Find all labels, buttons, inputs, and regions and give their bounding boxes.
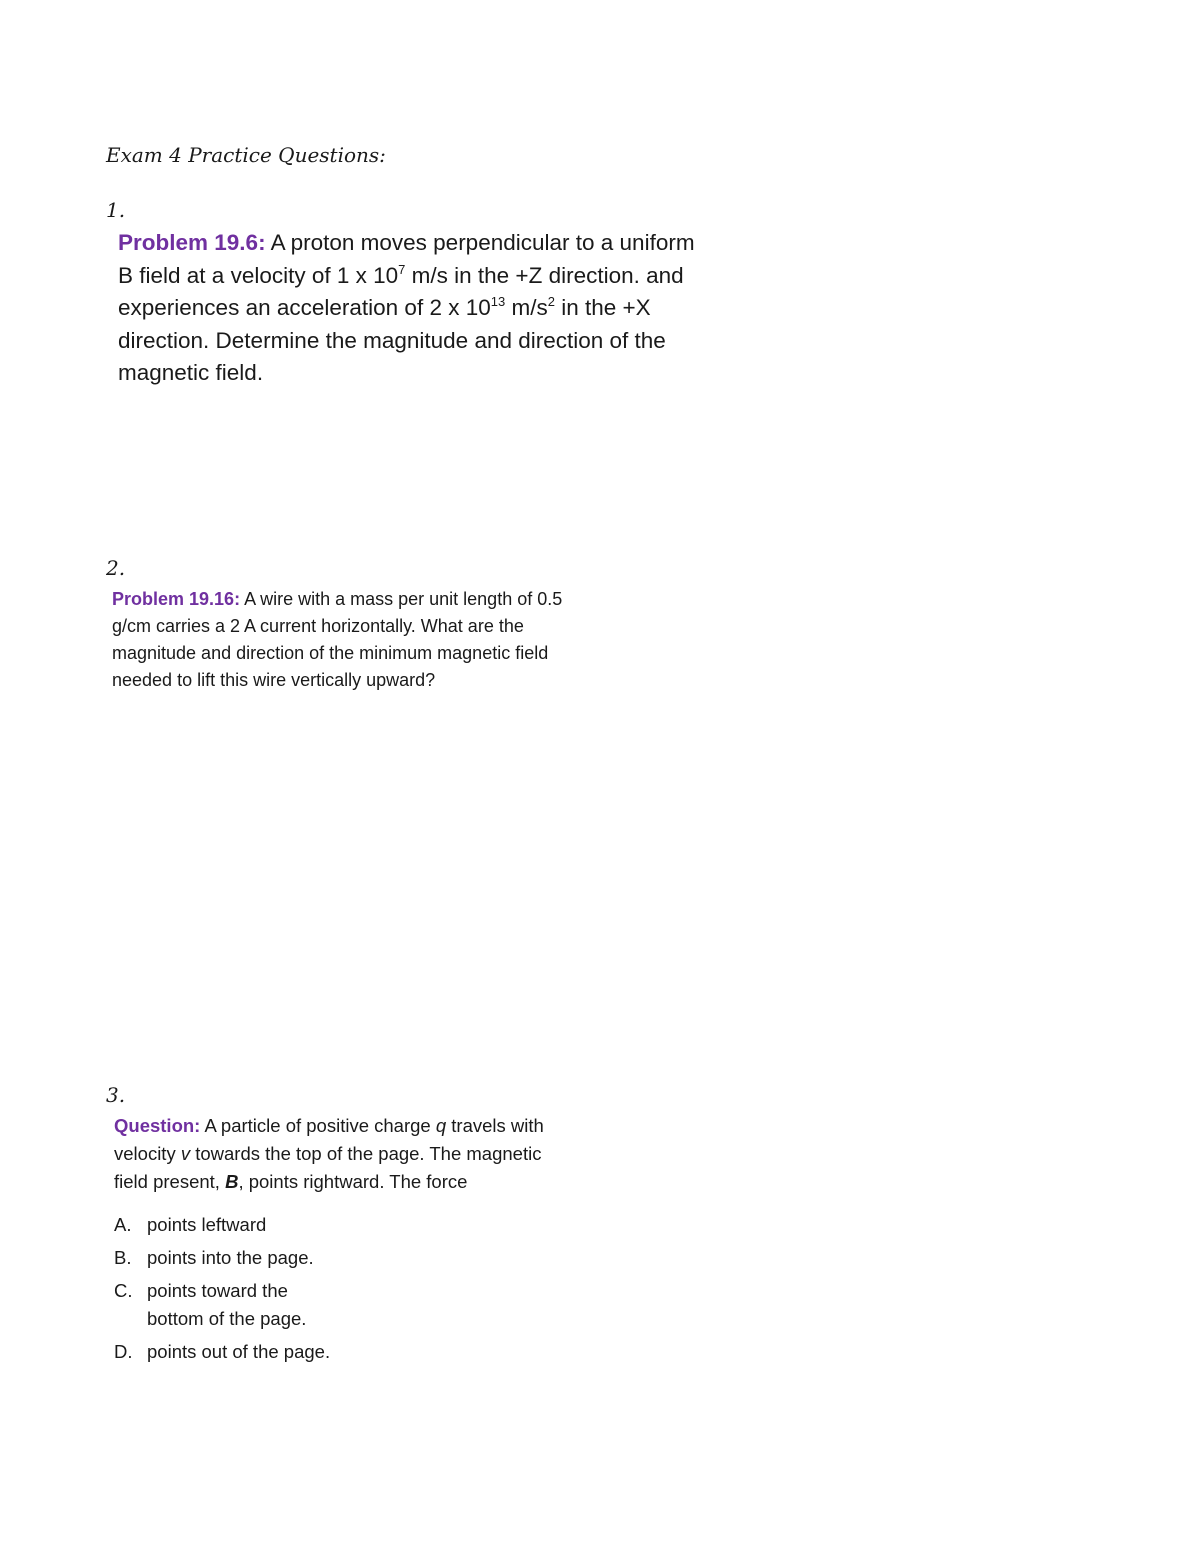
option-letter: A. <box>114 1214 132 1235</box>
question-line: needed to lift this wire vertically upward? <box>112 670 436 690</box>
question-line: magnetic field. <box>118 360 264 385</box>
question-2-text <box>112 586 652 694</box>
question-line: g/cm carries a 2 A current horizontally. What are the <box>112 616 524 636</box>
page-title: Exam 4 Practice Questions: <box>106 143 386 167</box>
question-1-text <box>118 227 778 390</box>
question-label: Question: <box>114 1115 201 1136</box>
option-letter: B. <box>114 1247 132 1268</box>
option-text: points out of the page. <box>147 1341 331 1362</box>
question-number: 2. <box>106 556 126 580</box>
question-line: Problem 19.16: A wire with a mass per unit length of 0.5 <box>112 589 563 609</box>
question-3-text <box>114 1112 634 1196</box>
option-text: points leftward <box>147 1214 267 1235</box>
option-text: points toward the bottom of the page. <box>147 1280 307 1329</box>
problem-label: Problem 19.6: <box>118 230 266 255</box>
problem-label: Problem 19.16: <box>112 589 241 609</box>
question-number: 3. <box>106 1083 126 1107</box>
question-line: field present, B, points rightward. The force <box>114 1171 468 1192</box>
question-line: direction. Determine the magnitude and direction of the <box>118 327 666 353</box>
option-text: points into the page. <box>147 1247 314 1268</box>
question-line: B field at a velocity of 1 x $10^7$ m/s in the +Z direction. and <box>118 261 684 288</box>
option-letter: C. <box>114 1280 133 1301</box>
question-line: experiences an acceleration of 2 x $10^{13}$ $m/s^2$ in the +X <box>118 294 651 320</box>
question-line: Problem 19.6: A proton moves perpendicular to a uniform <box>118 230 695 255</box>
question-line: velocity v towards the top of the page. The magnetic <box>114 1143 542 1164</box>
question-line: Question: A particle of positive charge q travels with <box>114 1115 544 1136</box>
question-number: 1. <box>106 198 126 222</box>
question-line: magnitude and direction of the minimum magnetic field <box>112 643 549 663</box>
option-letter: D. <box>114 1341 133 1362</box>
